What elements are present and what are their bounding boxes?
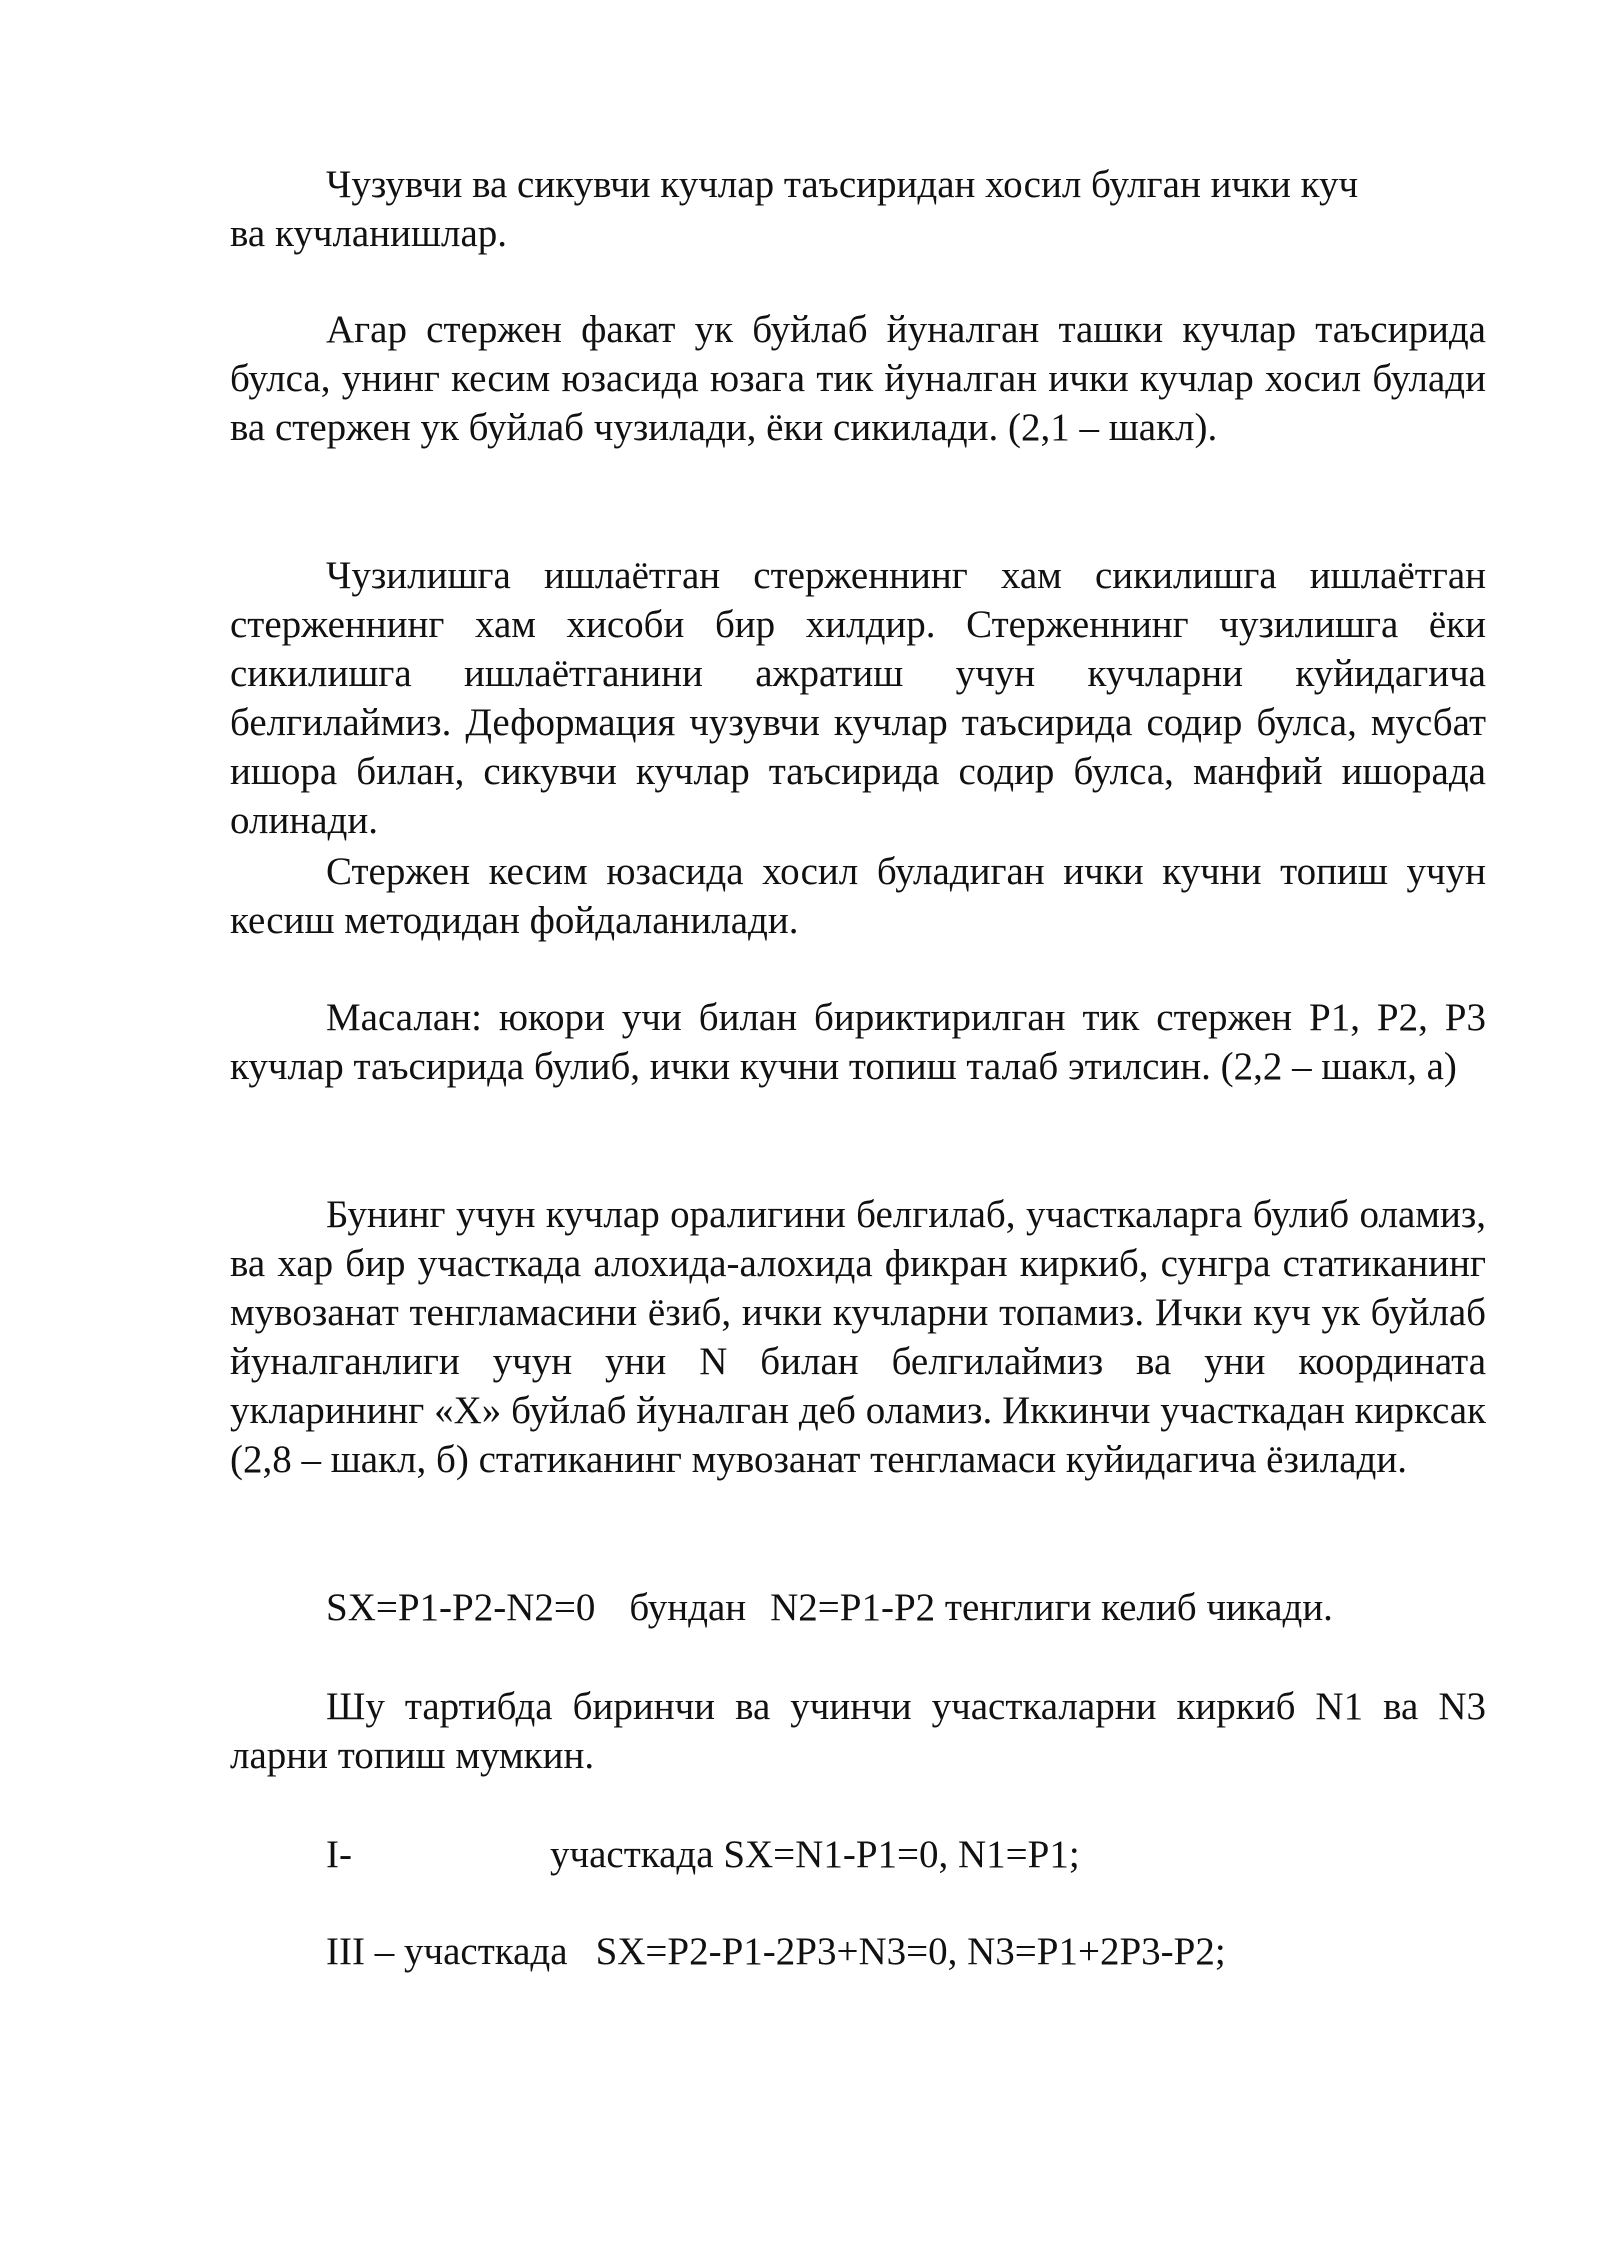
equation-section-2 — [326, 1583, 1333, 1632]
paragraph-sign-convention: Чузилишга ишлаётган стерженнинг хам сикилишга ишлаётган стерженнинг хам хисоби бир хилдир. Стерженнинг чузилишга ёки сикилишга ишлаётганини ажратиш учун кучларни куйидагича белгилаймиз. Деформация чузувчи кучлар таъсирида содир булса, мусбат ишора билан, сикувчи кучлар таъсирида содир булса, манфий ишорада олинади. — [230, 554, 1486, 842]
equation-text-section-1: участкада SХ=N1-Р1=0, N1=Р1; — [549, 1833, 1080, 1876]
equation-label-section-1: I- — [326, 1833, 352, 1876]
title-line-1: Чузувчи ва сикувчи кучлар таъсиридан хосил булган ички куч — [326, 163, 1359, 206]
equation-label-section-3: III – участкада — [326, 1930, 568, 1973]
equation-section-3 — [326, 1927, 1226, 1976]
equation-left: SХ=Р1-Р2-N2=0 — [326, 1586, 596, 1629]
paragraph-example: Масалан: юкори учи билан бириктирилган тик стержен Р1, Р2, Р3 кучлар таъсирида булиб, ички кучни топиш талаб этилсин. (2,2 – шакл, а) — [230, 996, 1486, 1088]
equation-section-1 — [326, 1830, 1080, 1879]
paragraph-procedure: Бунинг учун кучлар оралигини белгилаб, участкаларга булиб оламиз, ва хар бир участкада алохида-алохида фикран киркиб, сунгра статиканинг мувозанат тенгламасини ёзиб, ички кучларни топамиз. Ички куч ук буйлаб йуналганлиги учун уни N билан белгилаймиз ва уни координата укларининг «Х» буйлаб йуналган деб оламиз. Иккинчи участкадан кирксак (2,8 – шакл, б) статиканинг мувозанат тенгламаси куйидагича ёзилади. — [230, 1193, 1486, 1481]
paragraph-other-sections: Шу тартибда биринчи ва учинчи участкаларни киркиб N1 ва N3 ларни топиш мумкин. — [230, 1685, 1486, 1777]
paragraph-axial-forces: Агар стержен факат ук буйлаб йуналган ташки кучлар таъсирида булса, унинг кесим юзасида юзага тик йуналган ички кучлар хосил булади ва стержен ук буйлаб чузилади, ёки сикилади. (2,1 – шакл). — [230, 308, 1486, 449]
equation-connector: бундан — [629, 1586, 747, 1629]
equation-result: N2=Р1-Р2 тенглиги келиб чикади. — [770, 1586, 1333, 1629]
paragraph-section-method: Стержен кесим юзасида хосил буладиган ички кучни топиш учун кесиш методидан фойдаланилади. — [230, 850, 1486, 942]
title-line-2: ва кучланишлар. — [230, 212, 508, 255]
equation-text-section-3: SХ=Р2-Р1-2Р3+N3=0, N3=Р1+2Р3-Р2; — [595, 1930, 1226, 1973]
